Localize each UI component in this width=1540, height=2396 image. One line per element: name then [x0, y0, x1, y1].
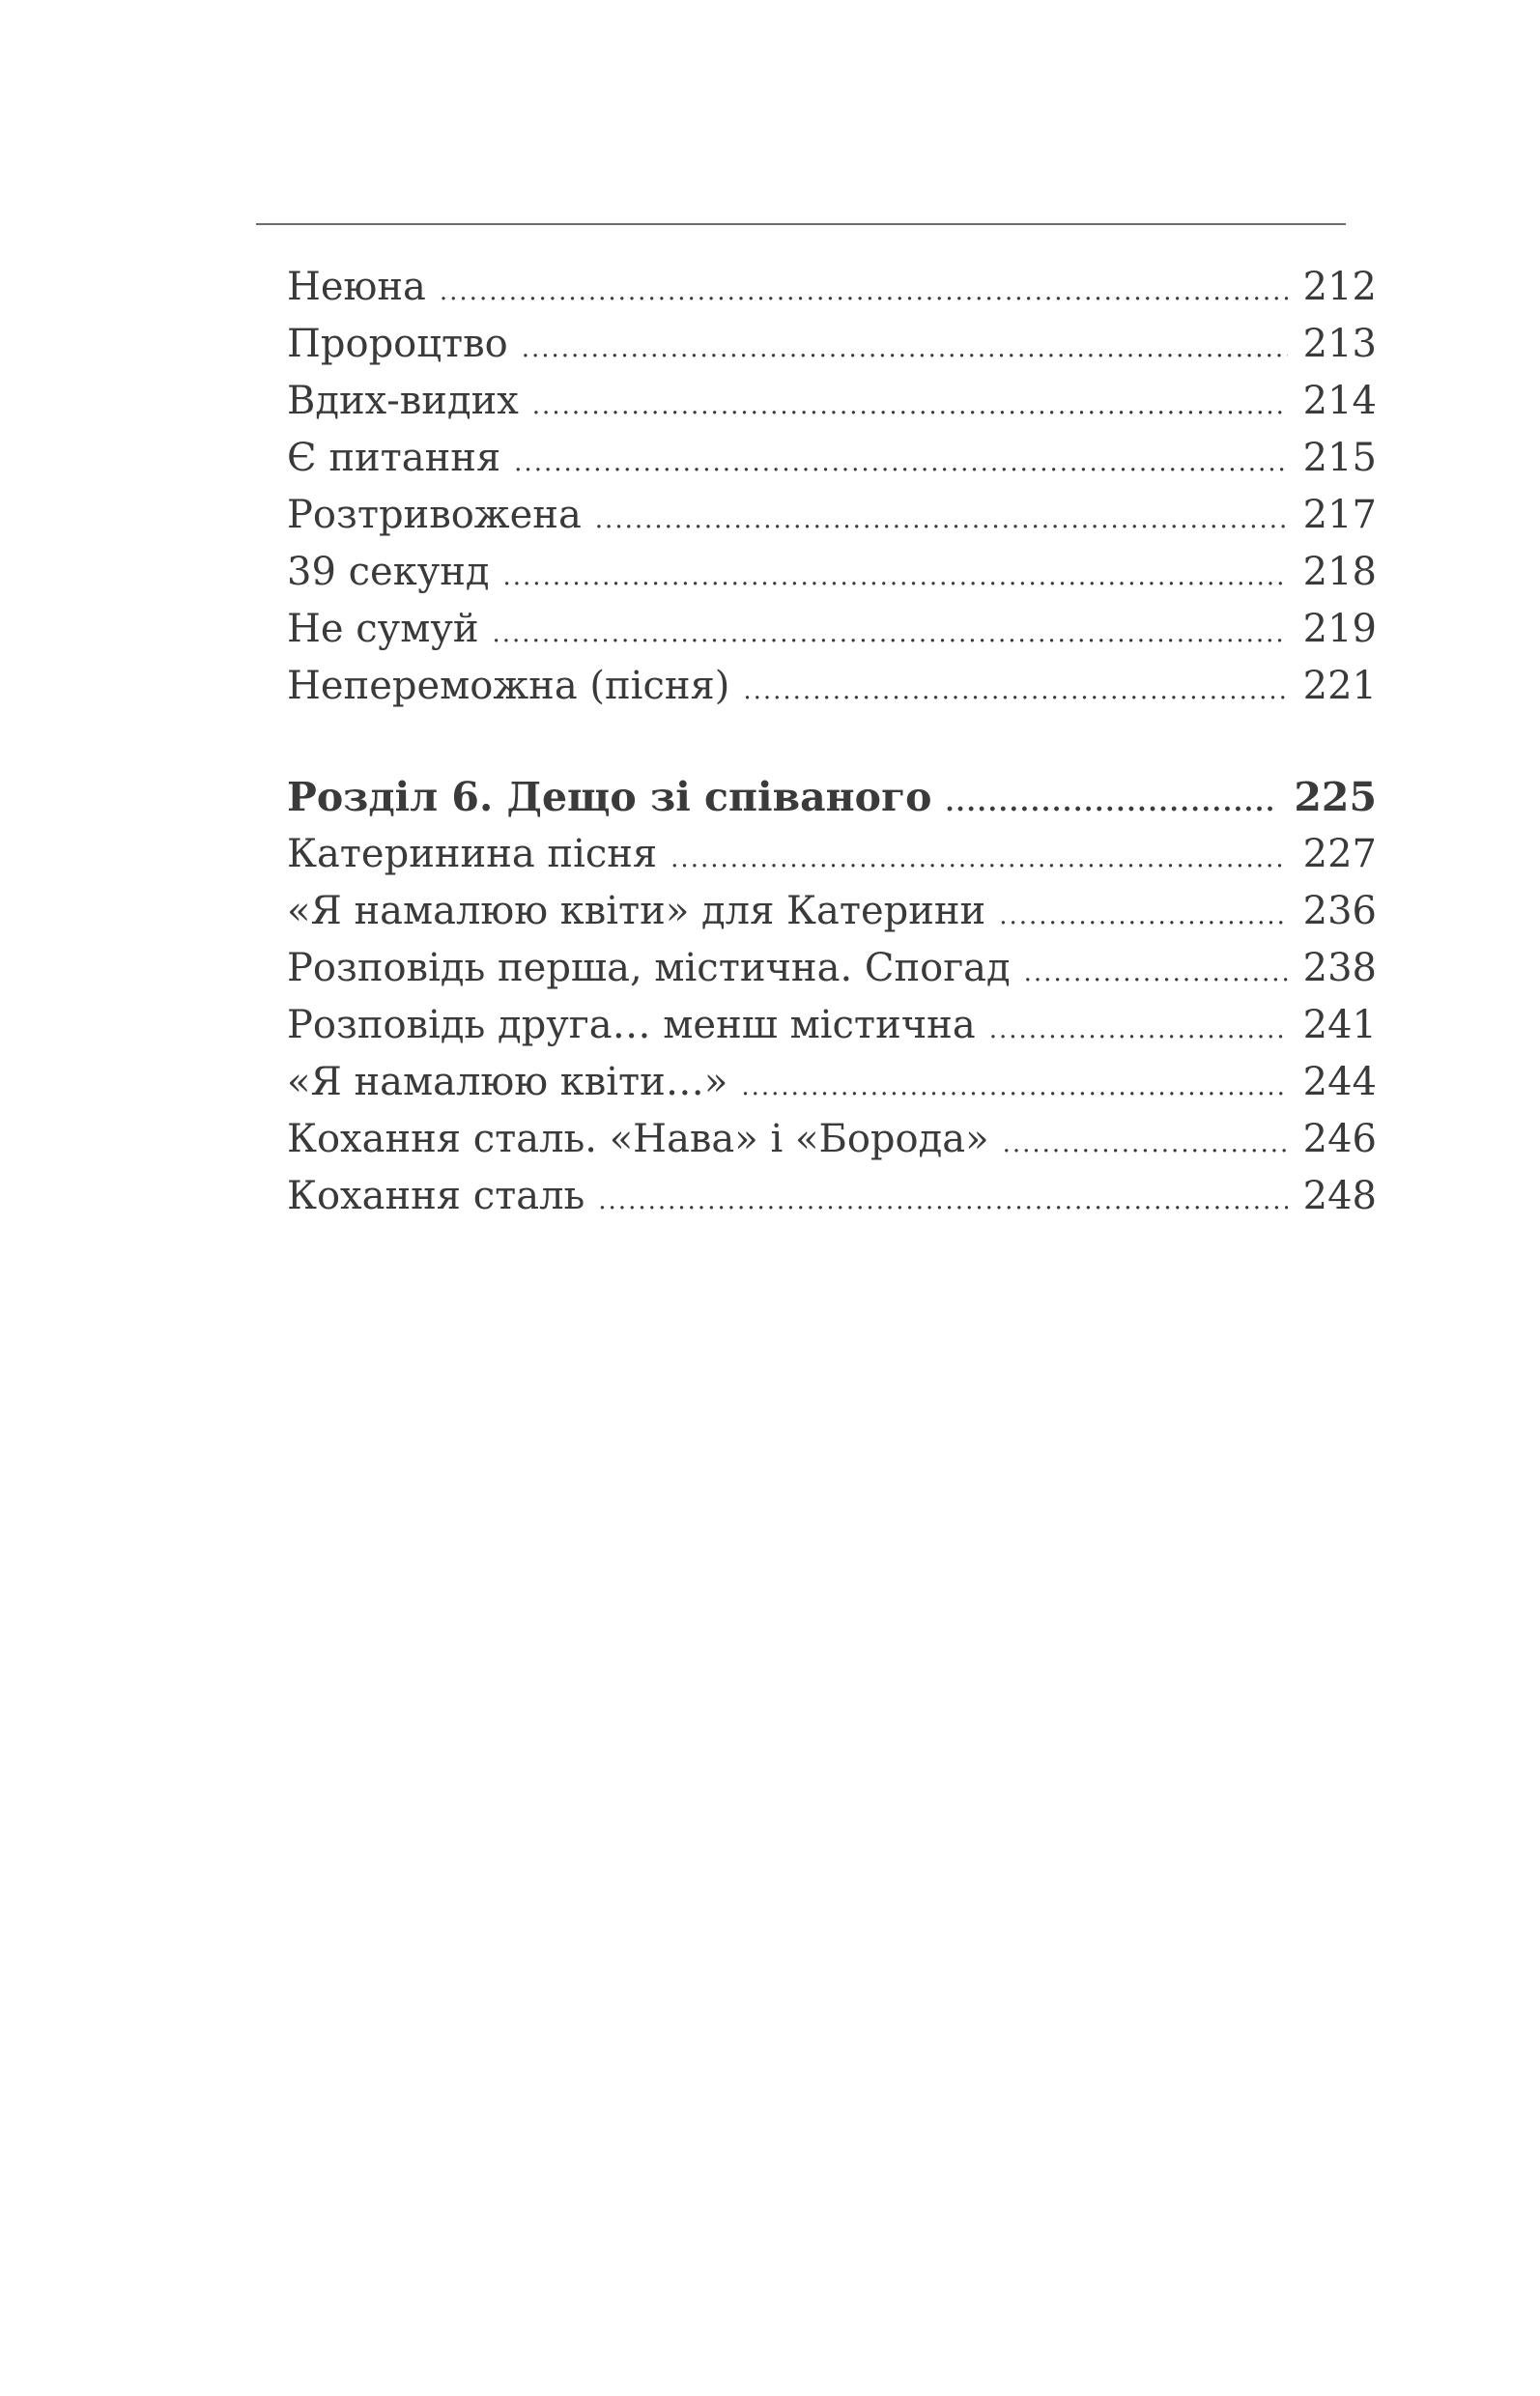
toc-entry-title: Кохання сталь. «Нава» і «Борода»	[287, 1117, 989, 1161]
toc-entry-page: 219	[1302, 607, 1377, 651]
toc-leader-dots	[999, 888, 1287, 945]
toc-section-page: 225	[1294, 774, 1377, 820]
toc-entry-title: Не сумуй	[287, 607, 479, 651]
toc-section-heading	[287, 769, 1377, 826]
toc-entry	[287, 487, 1377, 544]
toc-entry	[287, 1111, 1377, 1168]
toc-entry	[287, 1054, 1377, 1111]
toc-entry-title: Розповідь друга… менш містична	[287, 1003, 976, 1047]
toc-leader-dots	[945, 775, 1278, 832]
toc-entry-page: 215	[1302, 436, 1377, 480]
toc-entry-page: 218	[1302, 550, 1377, 594]
toc-entry-page: 221	[1302, 664, 1377, 708]
toc-leader-dots	[503, 549, 1288, 606]
toc-entry-title: Пророцтво	[287, 322, 508, 366]
toc-entry-title: Кохання сталь	[287, 1174, 585, 1218]
toc-entry	[287, 826, 1377, 883]
toc-leader-dots	[1024, 945, 1288, 1002]
toc-entry-page: 241	[1302, 1003, 1377, 1047]
toc-entry-page: 248	[1302, 1174, 1377, 1218]
toc-entry-title: Розтривожена	[287, 493, 582, 537]
toc-entry-title: 39 секунд	[287, 550, 490, 594]
toc-entry	[287, 997, 1377, 1054]
toc-entry	[287, 430, 1377, 487]
toc-leader-dots	[440, 264, 1288, 321]
toc-leader-dots	[598, 1173, 1287, 1230]
toc-entry-page: 236	[1302, 889, 1377, 933]
toc-entry-title: Непереможна (пісня)	[287, 664, 730, 708]
toc-entry	[287, 658, 1377, 715]
toc-entry-title: Розповідь перша, містична. Спогад	[287, 946, 1011, 990]
toc-leader-dots	[743, 663, 1287, 720]
toc-leader-dots	[514, 435, 1287, 492]
toc-leader-dots	[493, 606, 1288, 663]
toc-entry-title: Є питання	[287, 436, 501, 480]
toc-leader-dots	[1003, 1116, 1288, 1173]
toc-entry-page: 244	[1302, 1060, 1377, 1104]
toc-entry-page: 227	[1302, 832, 1377, 876]
toc-entry-page: 213	[1302, 322, 1377, 366]
table-of-contents-group-2	[287, 769, 1377, 1225]
toc-leader-dots	[595, 492, 1288, 549]
toc-entry	[287, 373, 1377, 430]
toc-entry	[287, 601, 1377, 658]
toc-entry	[287, 883, 1377, 940]
toc-entry	[287, 1168, 1377, 1225]
toc-entry-page: 214	[1302, 379, 1377, 423]
header-rule	[256, 223, 1346, 225]
toc-entry-page: 212	[1302, 265, 1377, 309]
toc-leader-dots	[670, 831, 1287, 888]
toc-leader-dots	[989, 1002, 1288, 1059]
toc-leader-dots	[522, 321, 1288, 378]
toc-entry-title: Вдих-видих	[287, 379, 519, 423]
toc-entry-title: «Я намалюю квіти…»	[287, 1060, 728, 1104]
toc-entry	[287, 259, 1377, 316]
toc-entry-title: Неюна	[287, 265, 426, 309]
toc-section-title: Розділ 6. Дещо зі співаного	[287, 774, 932, 820]
toc-entry-page: 238	[1302, 946, 1377, 990]
toc-entry	[287, 940, 1377, 997]
toc-entry	[287, 316, 1377, 373]
table-of-contents-group-1	[287, 259, 1377, 715]
toc-entry	[287, 544, 1377, 601]
toc-leader-dots	[741, 1059, 1287, 1116]
toc-entry-title: «Я намалюю квіти» для Катерини	[287, 889, 986, 933]
toc-leader-dots	[532, 378, 1288, 435]
toc-entry-page: 217	[1302, 493, 1377, 537]
toc-entry-page: 246	[1302, 1117, 1377, 1161]
toc-entry-title: Катеринина пісня	[287, 832, 658, 876]
